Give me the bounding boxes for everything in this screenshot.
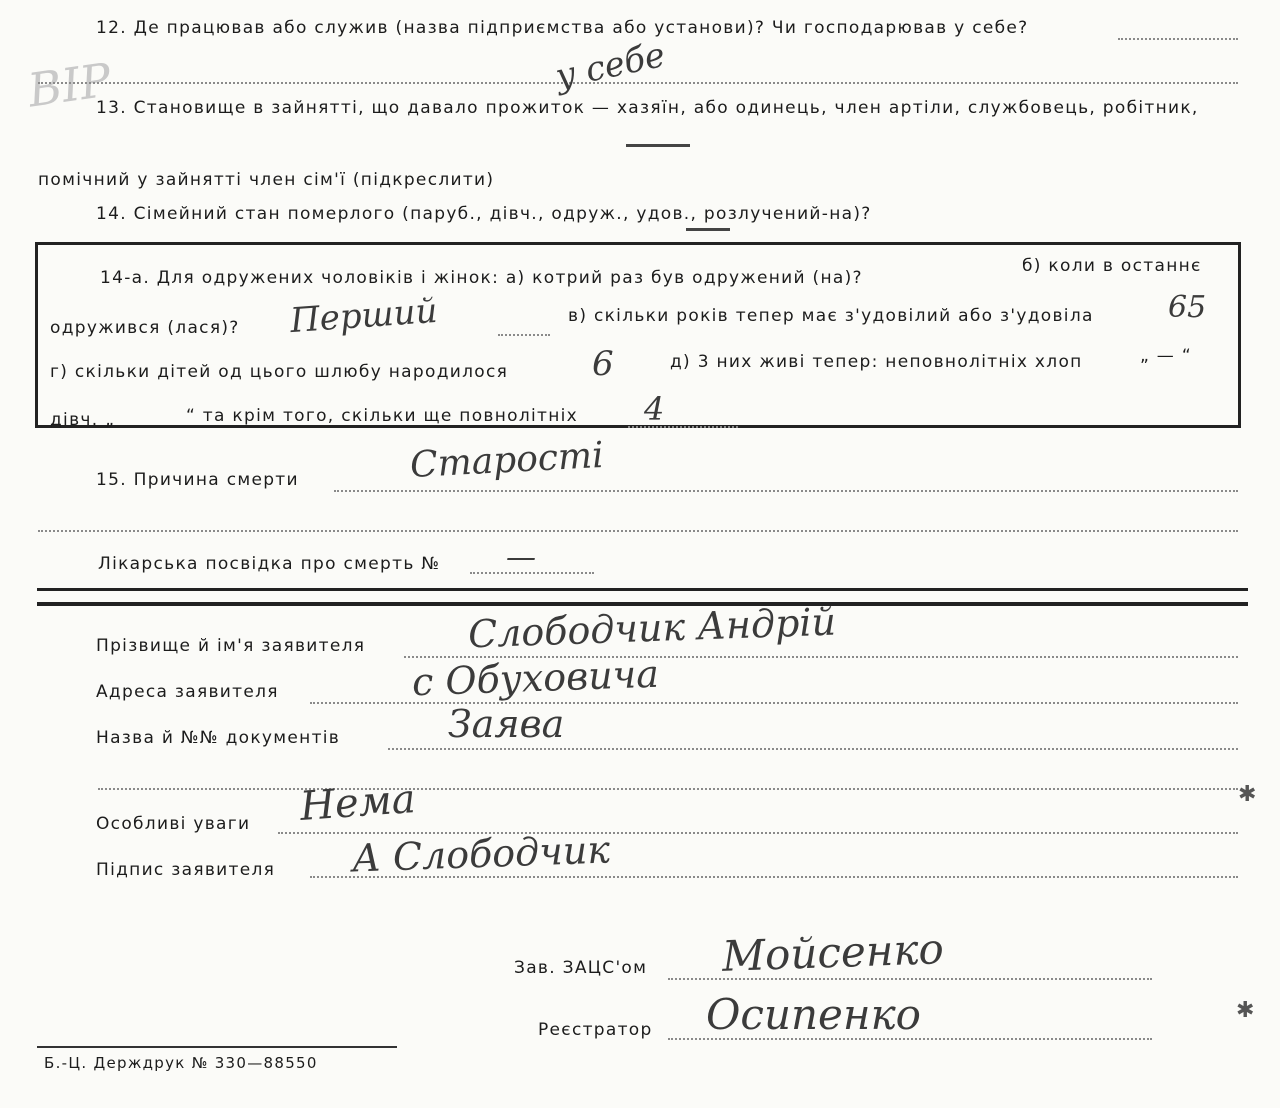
applicant-docs-line [388,748,1238,750]
q14a-first-line [498,334,550,336]
ink-blot-mark: ✱ [1238,782,1257,807]
q14a-line3b: д) 3 них живі тепер: неповнолітніх хлоп [670,352,1083,372]
q14a-line1a: 14-а. Для одружених чоловіків і жінок: а) котрий раз був одружений (на)? [100,268,863,288]
q13-underline-hazyain [626,144,690,147]
applicant-address-label: Адреса заявителя [96,682,279,702]
q14a-line3c: „ — “ [1140,346,1192,366]
q12-dotted-line [1118,38,1238,40]
head-signature: Мойсенко [721,924,945,981]
q15-extra-line [38,530,1238,532]
footer-printer: Б.-Ц. Держдрук № 330—88550 [44,1054,318,1072]
separator-rule-top [37,588,1248,591]
applicant-notes-label: Особливі уваги [96,814,251,834]
q12-text: 12. Де працював або служив (назва підприємства або установи)? Чи господарював у себе? [96,18,1029,38]
applicant-name-label: Прізвище й ім'я заявителя [96,636,366,656]
q15-label: 15. Причина смерти [96,470,299,490]
ink-blot-mark: ✱ [1236,998,1255,1023]
q14-underline-udov [686,228,730,231]
q14a-line1b: б) коли в останнє [1022,256,1202,276]
q14a-answer-first: Перший [288,290,439,342]
q14a-answer-children: 6 [592,344,614,384]
q13-line2: помічний у зайнятті член сім'ї (підкреслити) [38,170,495,190]
q13-line1: 13. Становище в зайнятті, що давало прожиток — хазяїн, або одинець, член артіли, службовець, робітник, [96,98,1199,118]
head-label: Зав. ЗАЦС'ом [514,958,648,978]
q12-answer: у себе [552,34,669,98]
q15-answer: Старості [409,434,605,487]
applicant-address-value: с Обуховича [411,651,660,705]
applicant-extra-line [98,788,1238,790]
medical-answer: — [506,540,536,575]
q14a-adult-line [628,426,738,428]
q14a-line4a: дівч. „ [50,410,116,430]
applicant-docs-value: Заява [448,702,565,746]
q14a-line3a: г) скільки дітей од цього шлюбу народилося [50,362,509,382]
q14a-line4b: “ та крім того, скільки ще повнолітніх [186,406,579,426]
q14a-answer-adult: 4 [644,390,665,428]
applicant-signature-label: Підпис заявителя [96,860,276,880]
q14a-line2a: одружився (лася)? [50,318,240,338]
q15-answer-line [334,490,1238,492]
q14-text: 14. Сімейний стан померлого (паруб., дівч., одруж., удов., розлучений-на)? [96,204,872,224]
faint-stamp-mark: ВІР [24,52,115,118]
applicant-notes-value: Нема [298,776,418,830]
footer-rule [37,1046,397,1048]
registrar-label: Реєстратор [538,1020,653,1040]
q14a-answer-years: 65 [1168,290,1207,325]
applicant-name-value: Слободчик Андрій [467,599,837,657]
q12-answer-line [38,82,1238,84]
applicant-docs-label: Назва й №№ документів [96,728,341,748]
applicant-signature: А Слободчик [351,827,611,881]
medical-label: Лікарська посвідка про смерть № [98,554,441,574]
registrar-signature: Осипенко [706,990,921,1039]
q14a-line2b: в) скільки років тепер має з'удовілий або з'удовіла [568,306,1094,326]
